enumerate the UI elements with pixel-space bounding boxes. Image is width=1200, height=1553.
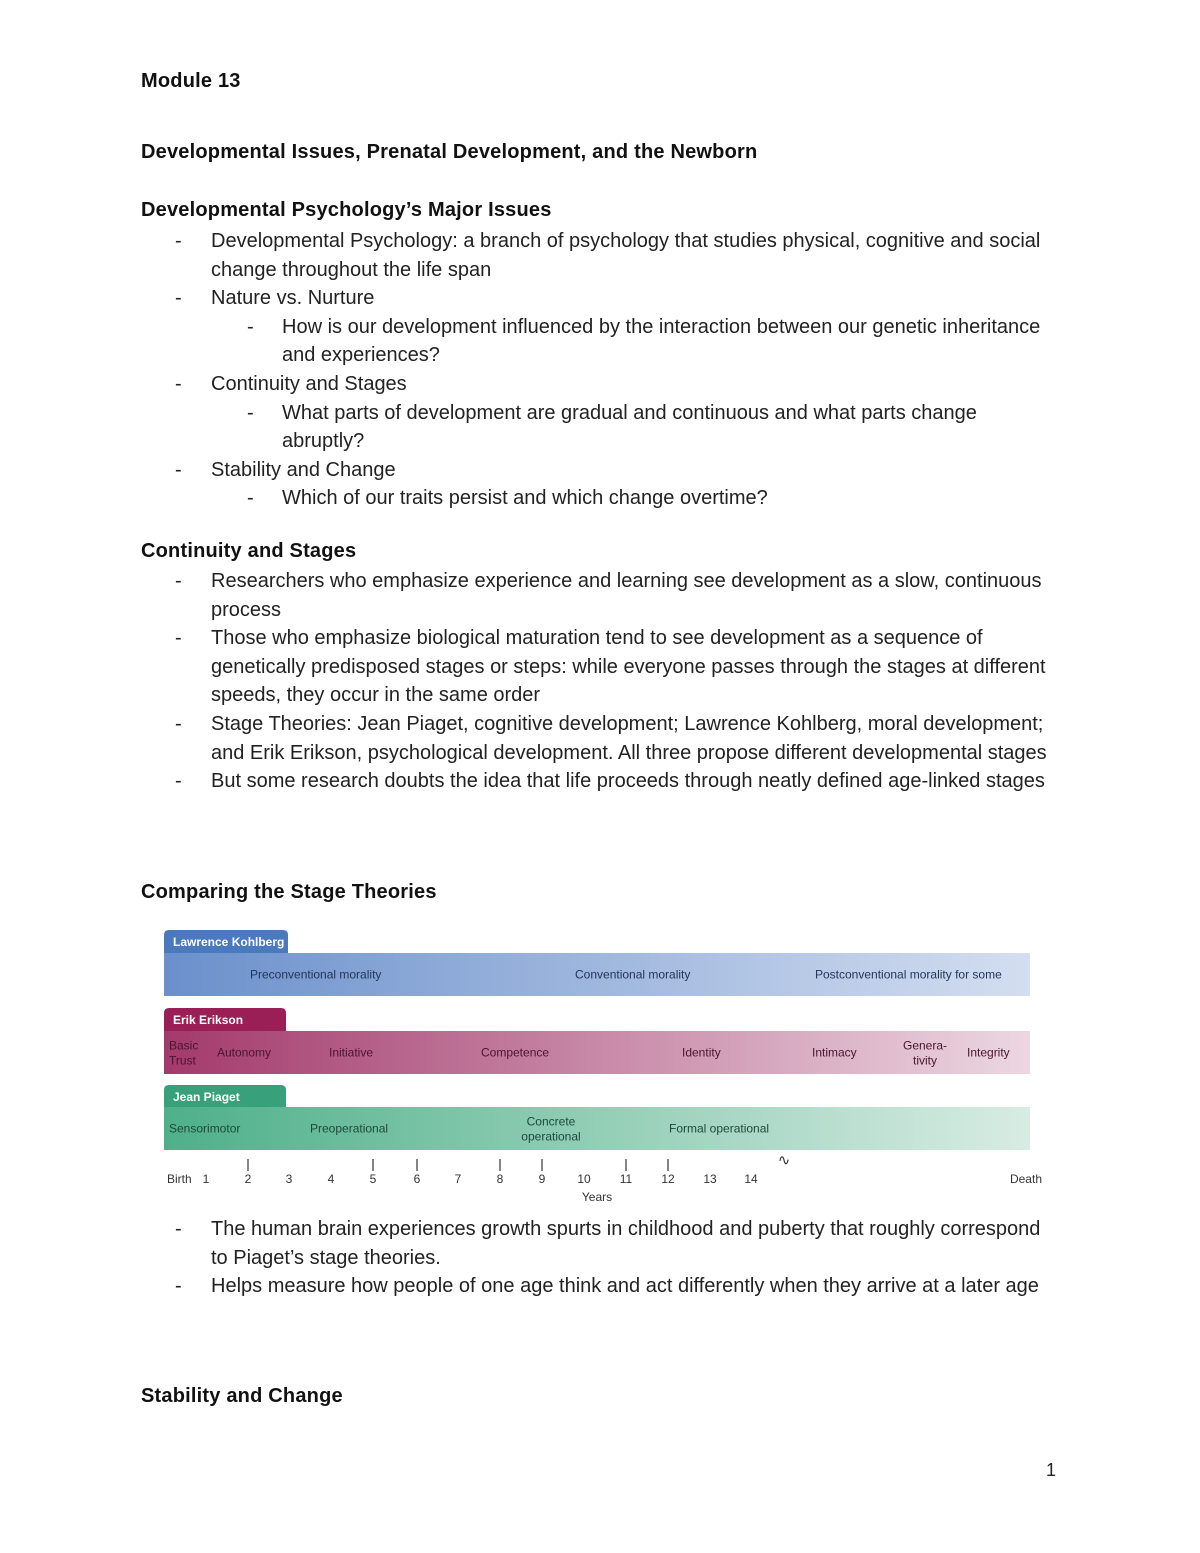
list-item [141, 399, 1061, 456]
stage-label: Preoperational [310, 1121, 389, 1136]
bullet-dash: - [175, 770, 182, 793]
list-item-text: But some research doubts the idea that life proceeds through neatly defined age-linked stages [211, 770, 1045, 793]
list-item [141, 284, 1061, 313]
axis-break-symbol: ∿ [777, 1152, 791, 1169]
list-item-text: Stage Theories: Jean Piaget, cognitive development; Lawrence Kohlberg, moral development; and Erik Erikson, psychological development. All three propose different developmental stages [211, 712, 1047, 764]
list-item [141, 370, 1061, 399]
bullet-dash: - [247, 487, 254, 510]
stage-bar [164, 1107, 1030, 1150]
list-item-text: Stability and Change [211, 458, 396, 481]
axis-tick-label: 7 [454, 1172, 462, 1186]
axis-tick-label: 11 [619, 1172, 633, 1186]
bullet-dash: - [175, 627, 182, 650]
bullet-dash: - [175, 570, 182, 592]
list-item [141, 227, 1061, 284]
stage-bar [164, 1031, 1030, 1074]
axis-tick-label: 12 [661, 1172, 675, 1186]
list-item [141, 313, 1061, 370]
stage-label: Preconventional morality [250, 967, 382, 982]
theorist-name: Jean Piaget [173, 1090, 240, 1104]
list-item [141, 710, 1061, 767]
section-heading-major-issues: Developmental Psychology’s Major Issues [141, 199, 552, 221]
axis-tick-label: 1 [202, 1172, 210, 1186]
stage-label: Integrity [967, 1045, 1010, 1060]
major-issues-list [141, 227, 1061, 513]
stage-label: Intimacy [812, 1045, 857, 1060]
axis-tick-label: 6 [413, 1172, 421, 1186]
list-item [141, 484, 1061, 513]
bullet-dash: - [175, 1275, 182, 1298]
section-heading-continuity: Continuity and Stages [141, 540, 357, 562]
theorist-name: Erik Erikson [173, 1013, 244, 1027]
module-title: Module 13 [141, 70, 241, 92]
axis-tick-label: 3 [285, 1172, 293, 1186]
stage-label: Trust [169, 1053, 196, 1068]
list-item-text: Those who emphasize biological maturation tend to see development as a sequence of genetically predisposed stages or steps: while everyone passes through the stages at different speeds, they occur in the same order [211, 627, 1046, 707]
bullet-dash: - [175, 287, 182, 310]
section-heading-comparing: Comparing the Stage Theories [141, 881, 437, 903]
axis-tick-label: 13 [703, 1172, 717, 1186]
list-item [141, 1272, 1061, 1301]
stage-label: Basic [169, 1038, 199, 1053]
stage-label: Initiative [329, 1045, 374, 1060]
stage-label: Autonomy [217, 1045, 272, 1060]
list-item-text: How is our development influenced by the interaction between our genetic inheritance and experiences? [282, 315, 1041, 367]
stage-label: Sensorimotor [169, 1121, 241, 1136]
theorist-row [164, 1008, 1030, 1074]
stage-label: Conventional morality [575, 967, 691, 982]
list-item [141, 567, 1061, 624]
stage-label: operational [521, 1129, 581, 1144]
stage-label: Postconventional morality for some [815, 967, 1002, 982]
stage-label: Formal operational [669, 1121, 770, 1136]
list-item [141, 456, 1061, 485]
theorist-name: Lawrence Kohlberg [173, 935, 285, 949]
axis-end-label: Death [1009, 1172, 1042, 1186]
list-item [141, 624, 1061, 710]
list-item-text: Helps measure how people of one age think and act differently when they arrive at a later age [211, 1275, 1039, 1298]
list-item-text: Researchers who emphasize experience and learning see development as a slow, continuous process [211, 570, 1042, 621]
comparing-list [141, 1215, 1061, 1301]
axis-tick-label: 14 [744, 1172, 758, 1186]
continuity-list [141, 567, 1061, 796]
list-item-text: What parts of development are gradual and continuous and what parts change abruptly? [282, 401, 977, 453]
bullet-dash: - [247, 315, 254, 338]
list-item-text: Which of our traits persist and which change overtime? [282, 487, 768, 510]
bullet-dash: - [175, 1218, 182, 1240]
axis-tick-label: 10 [577, 1172, 591, 1186]
chapter-title: Developmental Issues, Prenatal Development, and the Newborn [141, 141, 758, 163]
years-axis [167, 1152, 1042, 1204]
stage-label: Competence [481, 1045, 550, 1060]
theorist-row [164, 930, 1030, 996]
axis-tick-label: 5 [369, 1172, 377, 1186]
stage-label: tivity [913, 1053, 937, 1068]
axis-tick-label: 4 [327, 1172, 335, 1186]
stage-label: Genera- [902, 1038, 948, 1053]
bullet-dash: - [175, 372, 182, 395]
stage-label: Concrete [526, 1114, 576, 1129]
axis-tick-label: 9 [538, 1172, 546, 1186]
list-item-text: The human brain experiences growth spurts in childhood and puberty that roughly correspond to Piaget’s stage theories. [211, 1218, 1041, 1269]
bullet-dash: - [175, 458, 182, 481]
list-item-text: Nature vs. Nurture [211, 287, 375, 310]
list-item-text: Continuity and Stages [211, 372, 407, 395]
list-item [141, 1215, 1061, 1272]
axis-title: Years [581, 1190, 613, 1204]
axis-tick-label: 8 [496, 1172, 504, 1186]
stage-label: Identity [682, 1045, 721, 1060]
list-item-text: Developmental Psychology: a branch of psychology that studies physical, cognitive and social change throughout the life span [211, 230, 1041, 281]
bullet-dash: - [175, 230, 182, 252]
axis-tick-label: 2 [244, 1172, 252, 1186]
section-heading-stability: Stability and Change [141, 1385, 343, 1407]
bullet-dash: - [175, 712, 182, 735]
bullet-dash: - [247, 401, 254, 424]
page-number: 1 [1046, 1460, 1057, 1480]
list-item [141, 767, 1061, 796]
theorist-row [164, 1085, 1030, 1150]
stage-theories-diagram [150, 925, 1050, 1210]
axis-tick-label: Birth [167, 1172, 192, 1186]
stage-theories-figure [150, 925, 1050, 1210]
